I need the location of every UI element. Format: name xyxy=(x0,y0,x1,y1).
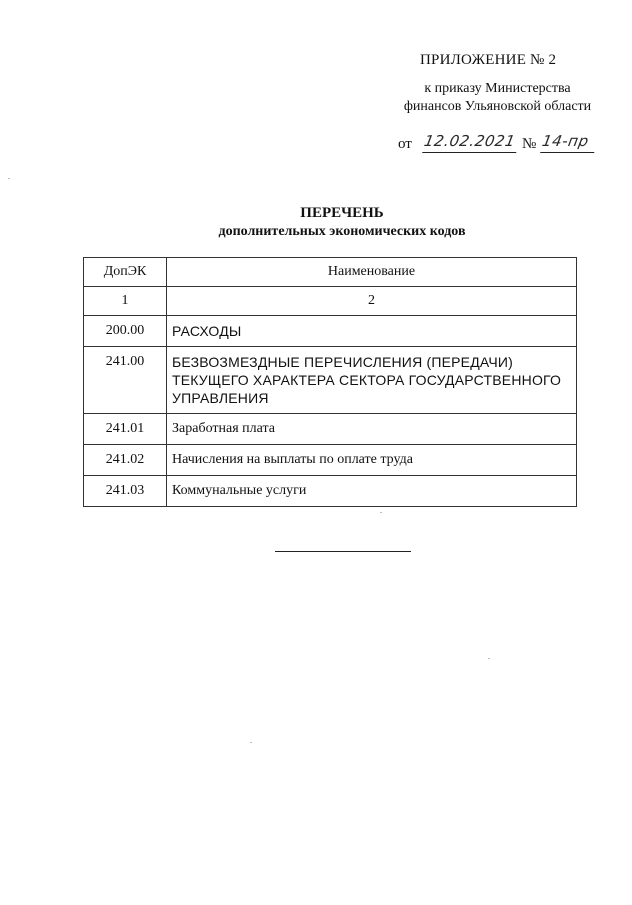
table-row xyxy=(84,476,577,507)
column-number-code: 1 xyxy=(84,287,167,316)
order-date-handwritten: 12.02.2021 xyxy=(422,132,520,153)
order-number-handwritten: 14-пр xyxy=(540,132,598,153)
order-date-prefix: от xyxy=(398,136,412,152)
document-title: ПЕРЕЧЕНЬ xyxy=(300,205,384,221)
order-reference xyxy=(398,134,603,156)
scan-speck xyxy=(488,658,490,659)
row-name: Коммунальные услуги xyxy=(167,476,577,507)
table-row xyxy=(84,414,577,445)
order-number-sign: № xyxy=(522,136,537,152)
row-name: БЕЗВОЗМЕЗДНЫЕ ПЕРЕЧИСЛЕНИЯ (ПЕРЕДАЧИ) ТЕКУЩЕГО ХАРАКТЕРА СЕКТОРА ГОСУДАРСТВЕННОГО УПРАВЛЕНИЯ xyxy=(167,347,577,414)
table-row xyxy=(84,316,577,347)
document-subtitle: дополнительных экономических кодов xyxy=(218,224,466,239)
row-code: 241.03 xyxy=(84,476,167,507)
end-separator-line xyxy=(275,551,411,552)
table-row xyxy=(84,347,577,414)
table-row xyxy=(84,445,577,476)
scan-speck xyxy=(250,742,252,743)
row-code: 241.01 xyxy=(84,414,167,445)
appendix-subtitle: к приказу Министерства финансов Ульяновской области xyxy=(403,81,592,114)
row-code: 241.00 xyxy=(84,347,167,414)
column-number-row xyxy=(84,287,577,316)
row-code: 200.00 xyxy=(84,316,167,347)
appendix-title: ПРИЛОЖЕНИЕ № 2 xyxy=(420,52,557,68)
economic-codes-table xyxy=(83,257,577,507)
row-name: Заработная плата xyxy=(167,414,577,445)
scan-speck xyxy=(8,178,10,179)
header-code: ДопЭК xyxy=(84,258,167,287)
column-number-name: 2 xyxy=(167,287,577,316)
row-name: Начисления на выплаты по оплате труда xyxy=(167,445,577,476)
header-name: Наименование xyxy=(167,258,577,287)
scan-speck xyxy=(380,512,382,513)
table-header-row xyxy=(84,258,577,287)
row-name: РАСХОДЫ xyxy=(167,316,577,347)
row-code: 241.02 xyxy=(84,445,167,476)
